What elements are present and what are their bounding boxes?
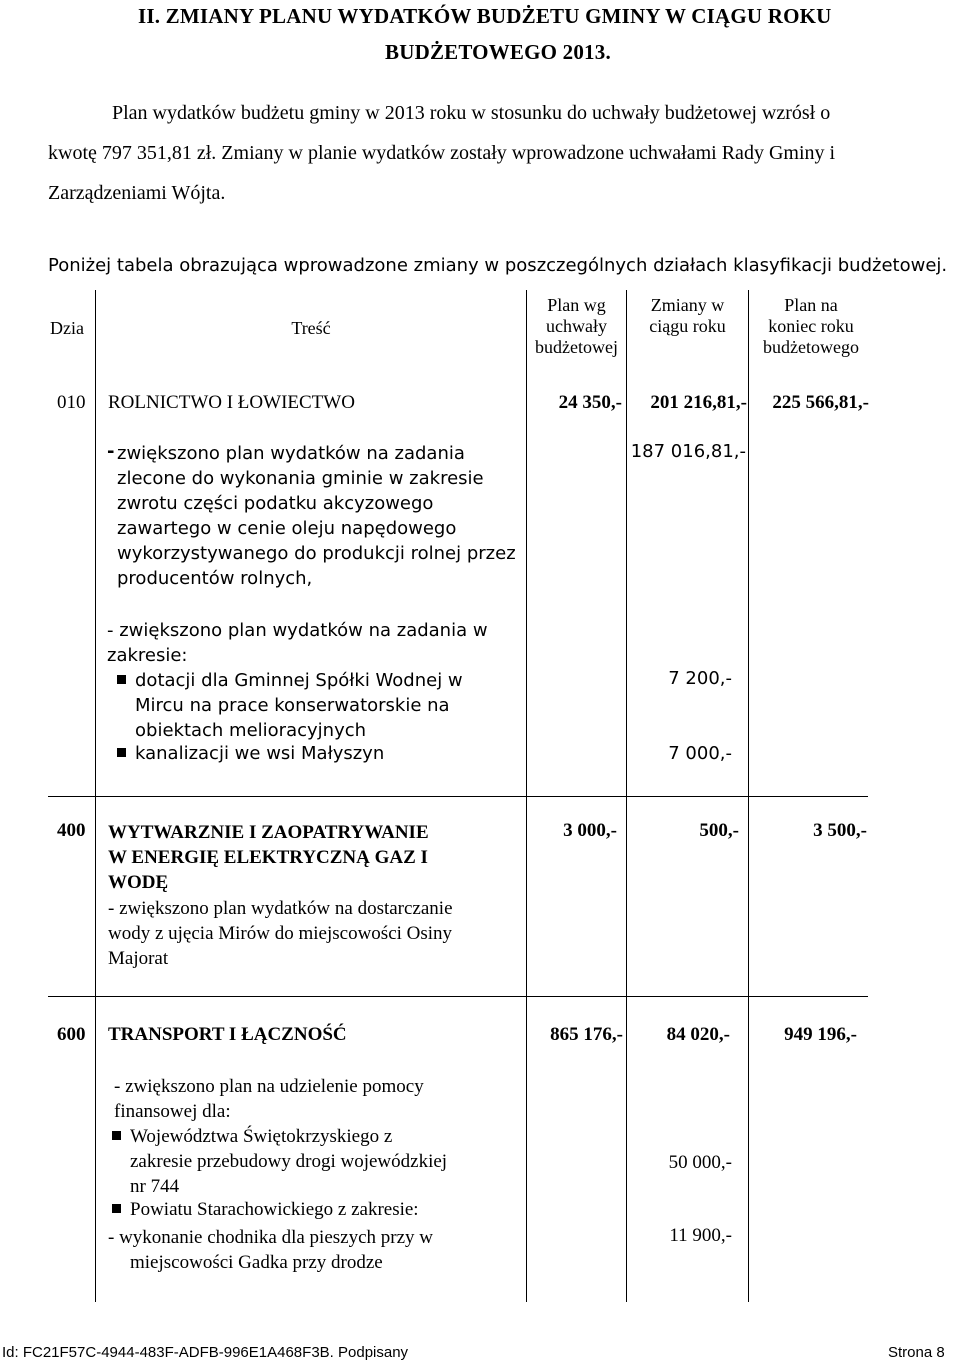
- section-600-bullet2: Powiatu Starachowickiego z zakresie:: [112, 1199, 419, 1221]
- row-divider-400: [48, 796, 868, 797]
- section-010-item2-text: - zwiększono plan wydatków na zadania w zakresie:: [107, 620, 488, 666]
- footer-page-number: Strona 8: [888, 1344, 945, 1361]
- section-600-bullet1: Województwa Świętokrzyskiego z zakresie przebudowy drogi wojewódzkiej nr 744: [112, 1124, 447, 1199]
- section-600-final: 949 196,-: [784, 1024, 857, 1045]
- section-600-sub: - wykonanie chodnika dla pieszych przy w miejscowości Gadka przy drodze: [108, 1227, 434, 1273]
- intro-line-2: kwotę 797 351,81 zł. Zmiany w planie wydatków zostały wprowadzone uchwałami Rady Gminy i: [48, 142, 836, 164]
- bullet-icon: [112, 1131, 121, 1140]
- section-010-item1-dash: -: [107, 441, 115, 462]
- section-010-bullet1-amount: 7 200,-: [668, 668, 732, 689]
- section-010-final: 225 566,81,-: [772, 392, 869, 413]
- section-010-item1-text: zwiększono plan wydatków na zadania zlecone do wykonania gminie w zakresie zwrotu części podatku akcyzowego zawartego w cenie oleju napędowego wykorzystywanego do produkcji rolnej przez producentów rolnych,: [117, 443, 516, 589]
- section-600-sub-amount: 11 900,-: [669, 1225, 732, 1246]
- section-400-final: 3 500,-: [813, 820, 867, 841]
- intro-line-1: Plan wydatków budżetu gminy w 2013 roku w stosunku do uchwały budżetowej wzrósł o: [112, 102, 831, 124]
- section-400-desc: - zwiększono plan wydatków na dostarczanie wody z ujęcia Mirów do miejscowości Osiny Majorat: [108, 898, 453, 969]
- section-010-bullet2: kanalizacji we wsi Małyszyn: [117, 743, 384, 764]
- section-010-bullet2-amount: 7 000,-: [668, 743, 732, 764]
- header-dzial: Dzia: [50, 318, 84, 338]
- section-600-change: 84 020,-: [666, 1024, 730, 1045]
- intro-line-3: Zarządzeniami Wójta.: [48, 182, 226, 204]
- section-600-intro: - zwiększono plan na udzielenie pomocy finansowej dla:: [114, 1076, 424, 1122]
- header-tresc: Treść: [291, 318, 331, 338]
- section-400-code: 400: [57, 820, 86, 841]
- bullet-icon: [112, 1204, 121, 1213]
- section-heading-line2: BUDŻETOWEGO 2013.: [385, 40, 611, 64]
- section-010-bullet1: dotacji dla Gminnej Spółki Wodnej w Mircu na prace konserwatorskie na obiektach melioracyjnych: [117, 668, 463, 743]
- section-600-name: TRANSPORT I ŁĄCZNOŚĆ: [108, 1024, 347, 1045]
- section-010-item1-amount: 187 016,81,-: [630, 441, 746, 462]
- bullet-icon: [117, 748, 126, 757]
- bullet-icon: [117, 675, 126, 684]
- section-010-name: ROLNICTWO I ŁOWIECTWO: [108, 392, 355, 413]
- table-intro: Poniżej tabela obrazująca wprowadzone zmiany w poszczególnych działach klasyfikacji budżetowej.: [48, 255, 948, 276]
- section-400-change: 500,-: [699, 820, 739, 841]
- row-divider-600: [48, 996, 868, 997]
- footer-document-id: Id: FC21F57C-4944-483F-ADFB-996E1A468F3B. Podpisany: [2, 1344, 409, 1361]
- section-heading-line1: II. ZMIANY PLANU WYDATKÓW BUDŻETU GMINY W CIĄGU ROKU: [138, 4, 832, 28]
- section-010-plan: 24 350,-: [558, 392, 622, 413]
- section-400-name: WYTWARZNIE I ZAOPATRYWANIE W ENERGIĘ ELEKTRYCZNĄ GAZ I WODĘ: [108, 822, 429, 893]
- section-400-plan: 3 000,-: [563, 820, 617, 841]
- section-010-change: 201 216,81,-: [650, 392, 747, 413]
- section-010-code: 010: [57, 392, 86, 413]
- header-zmiany: Zmiany w ciągu roku: [649, 295, 726, 336]
- section-600-plan: 865 176,-: [550, 1024, 623, 1045]
- header-plan-wg: Plan wg uchwały budżetowej: [535, 295, 618, 357]
- header-plan-na: Plan na koniec roku budżetowego: [763, 295, 859, 357]
- section-600-bullet1-amount: 50 000,-: [668, 1152, 732, 1173]
- section-600-code: 600: [57, 1024, 86, 1045]
